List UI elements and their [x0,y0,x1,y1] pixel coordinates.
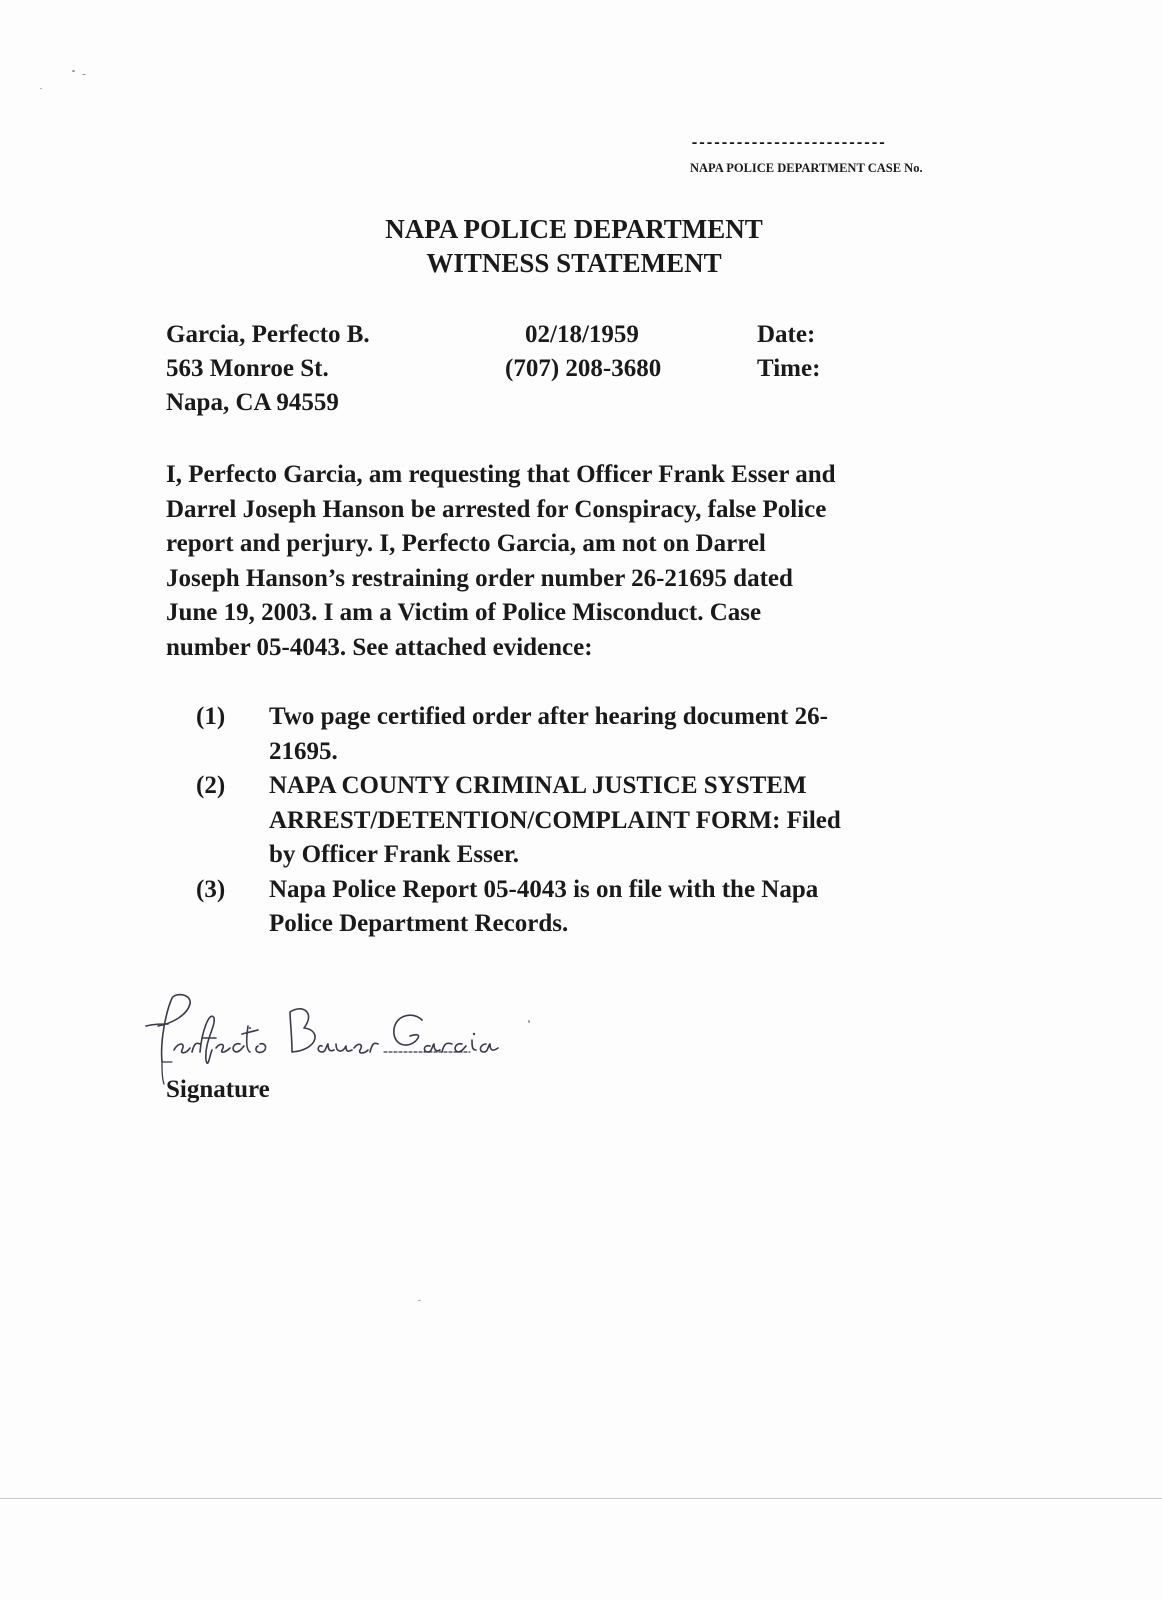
statement-line: report and perjury. I, Perfecto Garcia, am not on Darrel [166,530,766,557]
statement-line: June 19, 2003. I am a Victim of Police Misconduct. Case [166,599,762,626]
witness-phone: (707) 208-3680 [505,355,662,382]
department-title: NAPA POLICE DEPARTMENT [385,214,763,244]
date-label: Date: [757,321,816,348]
witness-name: Garcia, Perfecto B. [166,321,370,348]
list-item-line: ARREST/DETENTION/COMPLAINT FORM: Filed [269,806,841,834]
signature-label: Signature [166,1076,270,1103]
handwritten-signature [140,990,540,1090]
list-item-number: (2) [196,772,226,799]
witness-dob: 02/18/1959 [525,321,639,348]
witness-city: Napa, CA 94559 [166,389,339,416]
case-number-label: NAPA POLICE DEPARTMENT CASE No. [690,161,923,175]
list-item-line: NAPA COUNTY CRIMINAL JUSTICE SYSTEM [269,772,807,799]
statement-line: I, Perfecto Garcia, am requesting that Officer Frank Esser and [166,461,836,488]
list-item-line: Police Department Records. [269,910,569,937]
witness-street: 563 Monroe St. [166,355,329,382]
list-item-number: (1) [196,703,226,730]
statement-line: Joseph Hanson’s restraining order number 26-21695 dated [166,564,793,592]
witness-contact-block [505,318,661,386]
scan-speck [40,88,42,89]
list-item [196,873,841,942]
list-item-line: Two page certified order after hearing document 26- [269,703,828,730]
time-label: Time: [757,355,821,382]
list-item-line: 21695. [269,737,338,765]
page-edge-line [0,1498,1162,1499]
list-item-line: by Officer Frank Esser. [269,841,519,868]
scan-speck [72,70,75,72]
scan-speck [418,1300,421,1301]
statement-line: number 05-4043. See attached evidence: [166,633,593,661]
scan-speck [82,74,86,75]
case-number-blank: -------------------------- [690,136,886,152]
witness-address-block [166,318,370,420]
list-item [196,769,841,873]
date-time-block [757,318,820,386]
list-item-line: Napa Police Report 05-4043 is on file with the Napa [269,875,819,903]
evidence-list [196,700,841,942]
statement-line: Darrel Joseph Hanson be arrested for Conspiracy, false Police [166,495,827,523]
list-item [196,700,841,769]
list-item-number: (3) [196,875,226,903]
statement-body [166,458,836,665]
form-title: WITNESS STATEMENT [426,248,722,278]
